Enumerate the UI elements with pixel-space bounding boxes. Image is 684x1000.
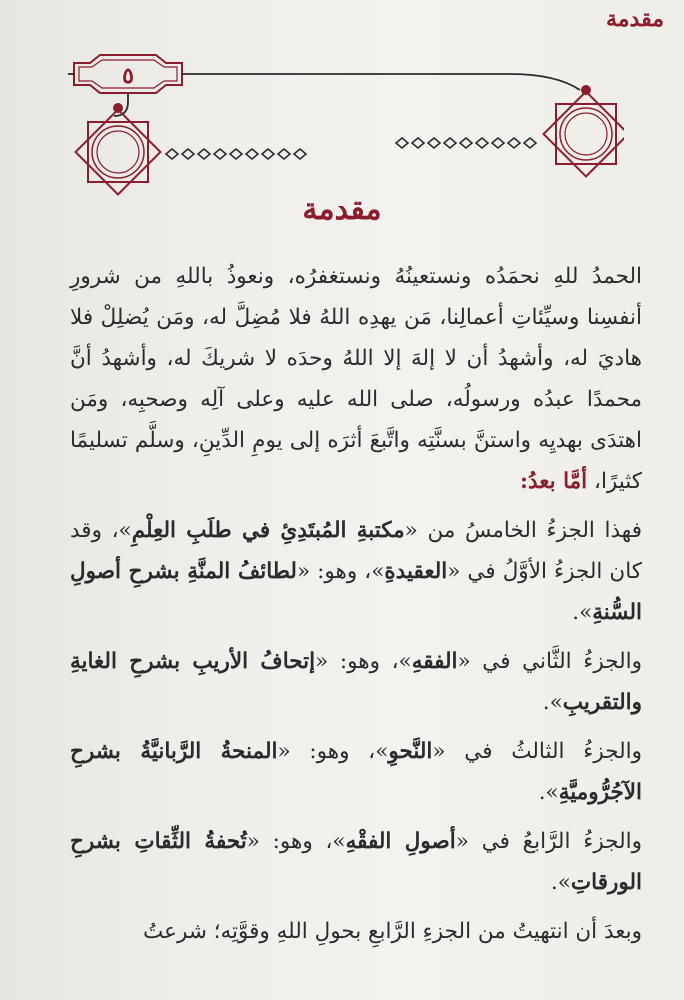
text-run: فهذا الجزءُ الخامسُ من «: [404, 518, 642, 543]
text-run: والجزءُ الرَّابعُ في «: [455, 829, 642, 854]
paragraph-part-four: [70, 821, 642, 903]
text-run: »، وقد كان الجزءُ الأوَّلُ في «: [70, 518, 642, 584]
paragraph-part-five: [70, 510, 642, 633]
subject-aqidah: العقيدةِ: [384, 559, 448, 584]
book-title-2: إتحافُ الأريبِ بشرحِ الغايةِ والتقريبِ: [70, 649, 642, 715]
text-run: والجزءُ الثَّاني في «: [457, 649, 642, 674]
left-rosette-ornament: [76, 103, 161, 194]
subject-usul: أصولِ الفقْهِ: [345, 829, 456, 854]
text-run: »، وهو: «: [246, 829, 346, 854]
subject-nahw: النَّحوِ: [388, 739, 433, 764]
text-run: ».: [542, 690, 563, 715]
paragraph-closing: [70, 911, 642, 952]
text-run: والجزءُ الثالثُ في «: [432, 739, 642, 764]
text-run: ».: [550, 870, 571, 895]
closing-text: وبعدَ أن انتهيتُ من الجزءِ الرَّابعِ بحولِ اللهِ وقوَّتِه؛ شرعتُ: [143, 919, 642, 944]
text-run: »، وهو: «: [277, 739, 389, 764]
book-title-4: تُحفةُ الثِّقاتِ بشرحِ الورقاتِ: [70, 829, 642, 895]
series-title: مكتبةِ المُبتَدِئِ في طلَبِ العِلْمِ: [131, 518, 405, 543]
paragraph-opening: [70, 256, 642, 502]
book-title-1: لطائفُ المنَّةِ بشرحِ أصولِ السُّنةِ: [70, 559, 642, 625]
paragraph-part-two: [70, 641, 642, 723]
running-header-title: مقدمة: [605, 6, 664, 32]
text-run: ».: [538, 780, 559, 805]
right-rosette-ornament: [544, 85, 624, 176]
ornament-lines: [68, 74, 580, 116]
opening-text: الحمدُ للهِ نحمَدُه ونستعينُهُ ونستغفرُه، ونعوذُ باللهِ من شرورِ أنفسِنا وسيِّئاتِ أعمالِنا، مَن يهدِه اللهُ فلا مُضِلَّ له، ومَن يُضلِلْ فلا هاديَ له، وأشهدُ أن لا إلهَ إلا اللهُ وحدَه لا شريكَ له، وأشهدُ أنَّ محمدًا عبدُه ورسولُه، صلى الله عليه وعلى آلِه وصحبِه، ومَن اهتدَى بهديِه واستنَّ بسنَّتِه واتَّبعَ أثرَه إلى يومِ الدِّينِ، وسلَّم تسليمًا كثيرًا،: [70, 264, 642, 494]
page-number: ٥: [122, 63, 134, 89]
book-title-3: المنحةُ الرَّبانيَّةُ بشرحِ الآجُرُّوميَّةِ: [70, 739, 642, 805]
header-ornament: [68, 50, 624, 200]
left-diamond-chain: [166, 149, 306, 159]
text-run: ».: [572, 600, 593, 625]
paragraph-part-three: [70, 731, 642, 813]
amma-bad-phrase: أمَّا بعدُ:: [520, 469, 588, 494]
section-title: مقدمة: [302, 192, 382, 227]
text-run: »، وهو: «: [296, 559, 385, 584]
subject-fiqh: الفقهِ: [411, 649, 458, 674]
body-text: [70, 256, 642, 960]
right-diamond-chain: [396, 138, 536, 148]
text-run: »، وهو: «: [315, 649, 412, 674]
